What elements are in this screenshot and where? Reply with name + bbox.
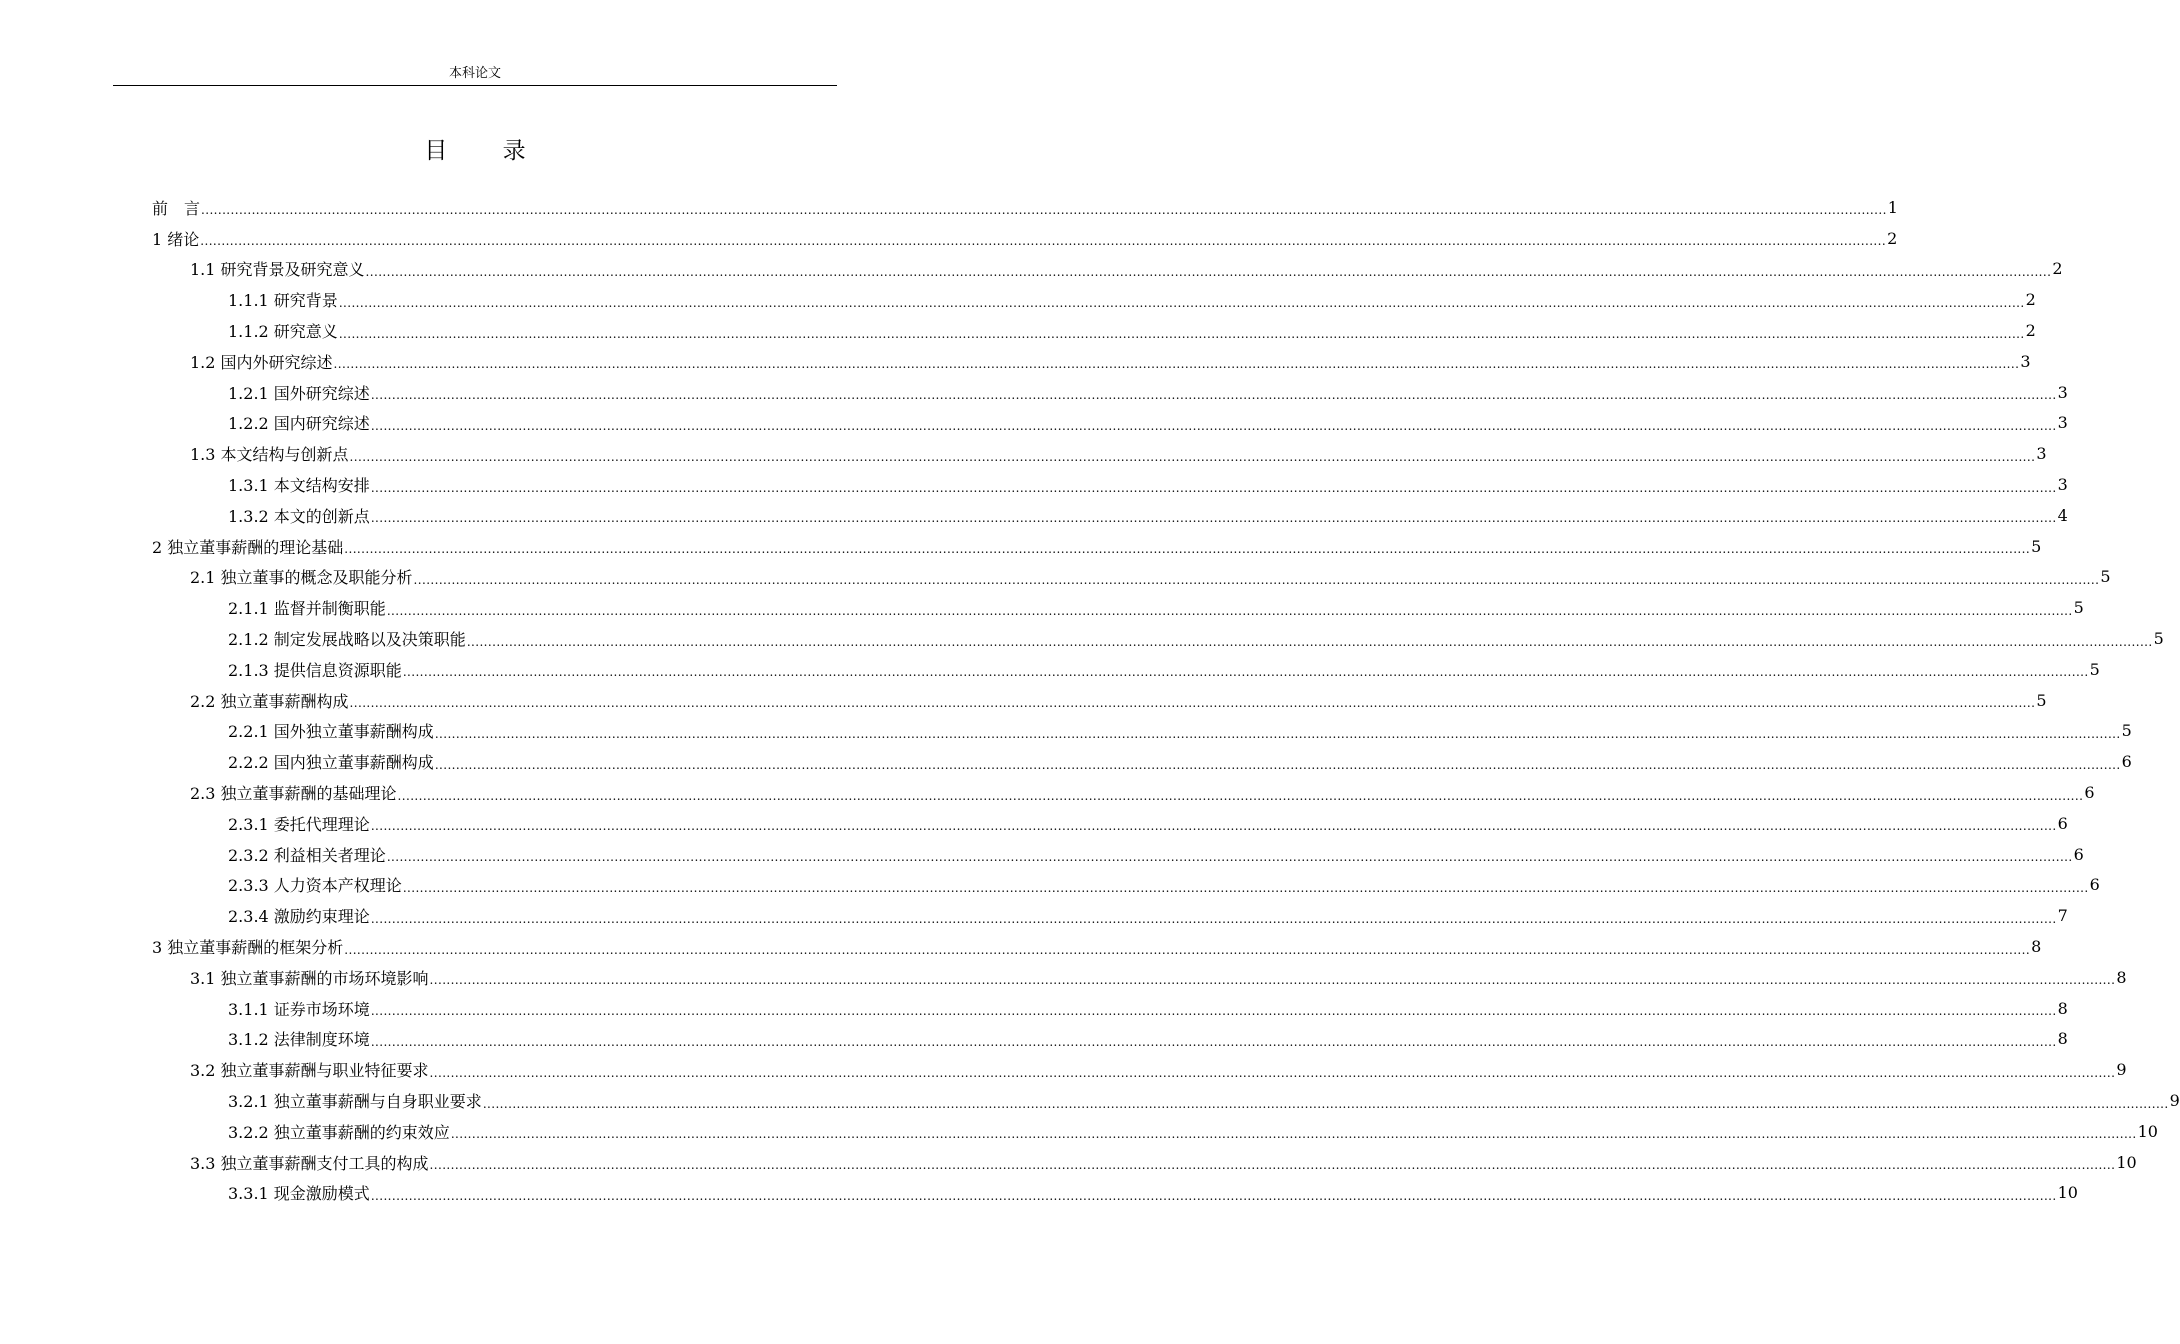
toc-entry-page-number: 5: [2121, 721, 2132, 741]
toc-entry[interactable]: [152, 962, 2127, 993]
toc-entry-label: 2.3.1 委托代理理论: [228, 814, 370, 834]
toc-entry[interactable]: [152, 654, 2100, 685]
toc-entry-label: 3 独立董事薪酬的框架分析: [152, 938, 344, 958]
toc-entry[interactable]: [152, 900, 2068, 931]
toc-dot-leader: ................................................................................................................................................................................................................................................................................................................................................................................................................: [200, 234, 1887, 249]
toc-dot-leader: ................................................................................................................................................................................................................................................................................................................................................................................................................: [429, 1158, 2116, 1173]
toc-entry[interactable]: [152, 223, 1898, 254]
toc-entry-page-number: 5: [2100, 567, 2111, 587]
toc-entry[interactable]: [152, 377, 2068, 408]
toc-entry[interactable]: [152, 315, 2036, 346]
toc-entry-label: 3.3.1 现金激励模式: [228, 1184, 370, 1204]
toc-entry-label: 2.1.1 监督并制衡职能: [228, 599, 386, 619]
toc-entry[interactable]: [152, 438, 2047, 469]
toc-entry-page-number: 8: [2116, 967, 2127, 987]
toc-dot-leader: ................................................................................................................................................................................................................................................................................................................................................................................................................: [397, 788, 2084, 803]
toc-entry[interactable]: [152, 931, 2042, 962]
toc-entry[interactable]: [152, 1116, 2158, 1147]
toc-dot-leader: ................................................................................................................................................................................................................................................................................................................................................................................................................: [386, 850, 2073, 865]
toc-entry[interactable]: [152, 716, 2132, 747]
toc-entry-page-number: 5: [2089, 659, 2100, 679]
toc-entry-page-number: 3: [2057, 413, 2068, 433]
toc-entry[interactable]: [152, 808, 2068, 839]
toc-entry-label: 2.3.4 激励约束理论: [228, 907, 370, 927]
toc-entry-page-number: 6: [2121, 752, 2132, 772]
toc-dot-leader: ................................................................................................................................................................................................................................................................................................................................................................................................................: [365, 264, 2052, 279]
toc-entry-page-number: 8: [2031, 937, 2042, 957]
toc-entry-label: 3.2 独立董事薪酬与职业特征要求: [190, 1061, 429, 1081]
toc-entry[interactable]: [152, 1085, 2180, 1116]
toc-entry-label: 2.3.3 人力资本产权理论: [228, 876, 402, 896]
toc-entry-label: 2.2.2 国内独立董事薪酬构成: [228, 753, 434, 773]
toc-dot-leader: ................................................................................................................................................................................................................................................................................................................................................................................................................: [370, 418, 2057, 433]
toc-entry[interactable]: [152, 254, 2063, 285]
toc-entry[interactable]: [152, 685, 2047, 716]
toc-dot-leader: ................................................................................................................................................................................................................................................................................................................................................................................................................: [402, 880, 2089, 895]
toc-entry-page-number: 3: [2020, 351, 2031, 371]
toc-dot-leader: ................................................................................................................................................................................................................................................................................................................................................................................................................: [370, 511, 2057, 526]
toc-dot-leader: ................................................................................................................................................................................................................................................................................................................................................................................................................: [333, 357, 2020, 372]
toc-dot-leader: ................................................................................................................................................................................................................................................................................................................................................................................................................: [450, 1127, 2137, 1142]
toc-entry-label: 2 独立董事薪酬的理论基础: [152, 537, 344, 557]
toc-entry-label: 1.1.2 研究意义: [228, 322, 338, 342]
toc-entry[interactable]: [152, 1054, 2127, 1085]
toc-entry-page-number: 10: [2137, 1121, 2158, 1141]
toc-dot-leader: ................................................................................................................................................................................................................................................................................................................................................................................................................: [429, 973, 2116, 988]
header-divider: [113, 85, 837, 86]
toc-entry[interactable]: [152, 408, 2068, 439]
toc-entry-page-number: 5: [2073, 598, 2084, 618]
toc-entry-page-number: 10: [2057, 1183, 2078, 1203]
toc-dot-leader: ................................................................................................................................................................................................................................................................................................................................................................................................................: [482, 1096, 2169, 1111]
toc-entry-label: 3.2.1 独立董事薪酬与自身职业要求: [228, 1092, 482, 1111]
toc-entry[interactable]: [152, 839, 2084, 870]
toc-entry[interactable]: [152, 1178, 2078, 1209]
toc-entry-page-number: 9: [2116, 1060, 2127, 1080]
toc-entry-page-number: 6: [2089, 875, 2100, 895]
toc-entry-label: 3.1.2 法律制度环境: [228, 1030, 370, 1050]
toc-entry-label: 2.3 独立董事薪酬的基础理论: [190, 784, 397, 804]
toc-dot-leader: ................................................................................................................................................................................................................................................................................................................................................................................................................: [370, 1004, 2057, 1019]
toc-entry-page-number: 9: [2169, 1091, 2180, 1110]
toc-entry[interactable]: [152, 592, 2084, 623]
toc-entry-label: 1.2.1 国外研究综述: [228, 383, 370, 403]
toc-dot-leader: ................................................................................................................................................................................................................................................................................................................................................................................................................: [344, 542, 2031, 557]
toc-entry-label: 2.3.2 利益相关者理论: [228, 845, 386, 865]
toc-dot-leader: ................................................................................................................................................................................................................................................................................................................................................................................................................: [201, 203, 1887, 218]
toc-entry-page-number: 10: [2116, 1152, 2137, 1172]
toc-entry[interactable]: [152, 1147, 2137, 1178]
toc-entry[interactable]: [152, 870, 2100, 901]
toc-entry-page-number: 2: [2052, 259, 2063, 279]
toc-entry-page-number: 3: [2057, 475, 2068, 495]
toc-entry[interactable]: [152, 500, 2068, 531]
toc-entry-label: 1.3.1 本文结构安排: [228, 476, 370, 496]
toc-entry-page-number: 3: [2057, 382, 2068, 402]
toc-dot-leader: ................................................................................................................................................................................................................................................................................................................................................................................................................: [349, 696, 2036, 711]
toc-entry[interactable]: [152, 562, 2111, 593]
toc-entry-label: 3.1.1 证券市场环境: [228, 999, 370, 1019]
table-of-contents: [152, 192, 2180, 1208]
toc-entry[interactable]: [152, 192, 1898, 223]
toc-entry[interactable]: [152, 1024, 2068, 1055]
toc-entry-label: 1.3.2 本文的创新点: [228, 506, 370, 526]
toc-entry-page-number: 2: [1887, 228, 1898, 248]
toc-dot-leader: ................................................................................................................................................................................................................................................................................................................................................................................................................: [370, 819, 2057, 834]
toc-dot-leader: ................................................................................................................................................................................................................................................................................................................................................................................................................: [386, 603, 2073, 618]
toc-dot-leader: ................................................................................................................................................................................................................................................................................................................................................................................................................: [370, 1188, 2057, 1203]
toc-entry-page-number: 1: [1887, 197, 1898, 217]
page-header: 本科论文: [448, 66, 501, 81]
toc-dot-leader: ................................................................................................................................................................................................................................................................................................................................................................................................................: [370, 388, 2057, 403]
toc-entry-page-number: 6: [2057, 813, 2068, 833]
toc-dot-leader: ................................................................................................................................................................................................................................................................................................................................................................................................................: [434, 757, 2121, 772]
toc-entry-page-number: 6: [2073, 844, 2084, 864]
toc-entry-page-number: 2: [2025, 321, 2036, 341]
toc-entry-label: 1.2.2 国内研究综述: [228, 414, 370, 434]
toc-title: 目 录: [424, 138, 550, 164]
toc-entry-label: 前 言: [152, 198, 201, 218]
toc-entry-page-number: 8: [2057, 1029, 2068, 1049]
toc-entry-label: 2.1.3 提供信息资源职能: [228, 660, 402, 680]
toc-entry-label: 2.2.1 国外独立董事薪酬构成: [228, 722, 434, 742]
toc-entry-label: 1.1.1 研究背景: [228, 291, 338, 311]
toc-dot-leader: ................................................................................................................................................................................................................................................................................................................................................................................................................: [370, 480, 2057, 495]
toc-entry-page-number: 3: [2036, 444, 2047, 464]
toc-entry[interactable]: [152, 284, 2036, 315]
toc-entry-page-number: 5: [2153, 629, 2164, 649]
toc-dot-leader: ................................................................................................................................................................................................................................................................................................................................................................................................................: [338, 326, 2025, 341]
toc-dot-leader: ................................................................................................................................................................................................................................................................................................................................................................................................................: [466, 634, 2153, 649]
toc-dot-leader: ................................................................................................................................................................................................................................................................................................................................................................................................................: [370, 1034, 2057, 1049]
toc-dot-leader: ................................................................................................................................................................................................................................................................................................................................................................................................................: [338, 295, 2025, 310]
toc-entry-label: 1.1 研究背景及研究意义: [190, 260, 365, 280]
toc-dot-leader: ................................................................................................................................................................................................................................................................................................................................................................................................................: [402, 665, 2089, 680]
toc-dot-leader: ................................................................................................................................................................................................................................................................................................................................................................................................................: [434, 726, 2121, 741]
toc-entry-label: 1 绪论: [152, 229, 200, 249]
toc-entry-page-number: 2: [2025, 290, 2036, 310]
toc-entry[interactable]: [152, 777, 2095, 808]
toc-entry-page-number: 5: [2031, 536, 2042, 556]
toc-entry-label: 2.2 独立董事薪酬构成: [190, 691, 349, 711]
toc-entry-page-number: 5: [2036, 690, 2047, 710]
toc-entry-page-number: 8: [2057, 998, 2068, 1018]
toc-dot-leader: ................................................................................................................................................................................................................................................................................................................................................................................................................: [344, 942, 2031, 957]
toc-entry[interactable]: [152, 993, 2068, 1024]
toc-entry-page-number: 7: [2057, 906, 2068, 926]
toc-entry-page-number: 4: [2057, 505, 2068, 525]
toc-entry-label: 3.2.2 独立董事薪酬的约束效应: [228, 1122, 450, 1142]
toc-entry-label: 1.2 国内外研究综述: [190, 352, 333, 372]
toc-dot-leader: ................................................................................................................................................................................................................................................................................................................................................................................................................: [370, 911, 2057, 926]
toc-entry[interactable]: [152, 531, 2042, 562]
toc-entry-label: 1.3 本文结构与创新点: [190, 445, 349, 465]
toc-entry[interactable]: [152, 623, 2164, 654]
toc-dot-leader: ................................................................................................................................................................................................................................................................................................................................................................................................................: [413, 572, 2100, 587]
toc-entry-page-number: 6: [2084, 783, 2095, 803]
toc-dot-leader: ................................................................................................................................................................................................................................................................................................................................................................................................................: [349, 449, 2036, 464]
toc-entry-label: 2.1.2 制定发展战略以及决策职能: [228, 630, 466, 650]
toc-entry-label: 3.1 独立董事薪酬的市场环境影响: [190, 968, 429, 988]
toc-entry-label: 3.3 独立董事薪酬支付工具的构成: [190, 1153, 429, 1173]
toc-dot-leader: ................................................................................................................................................................................................................................................................................................................................................................................................................: [429, 1065, 2116, 1080]
toc-entry[interactable]: [152, 746, 2132, 777]
toc-entry[interactable]: [152, 346, 2031, 377]
toc-entry[interactable]: [152, 469, 2068, 500]
toc-entry-label: 2.1 独立董事的概念及职能分析: [190, 568, 413, 588]
